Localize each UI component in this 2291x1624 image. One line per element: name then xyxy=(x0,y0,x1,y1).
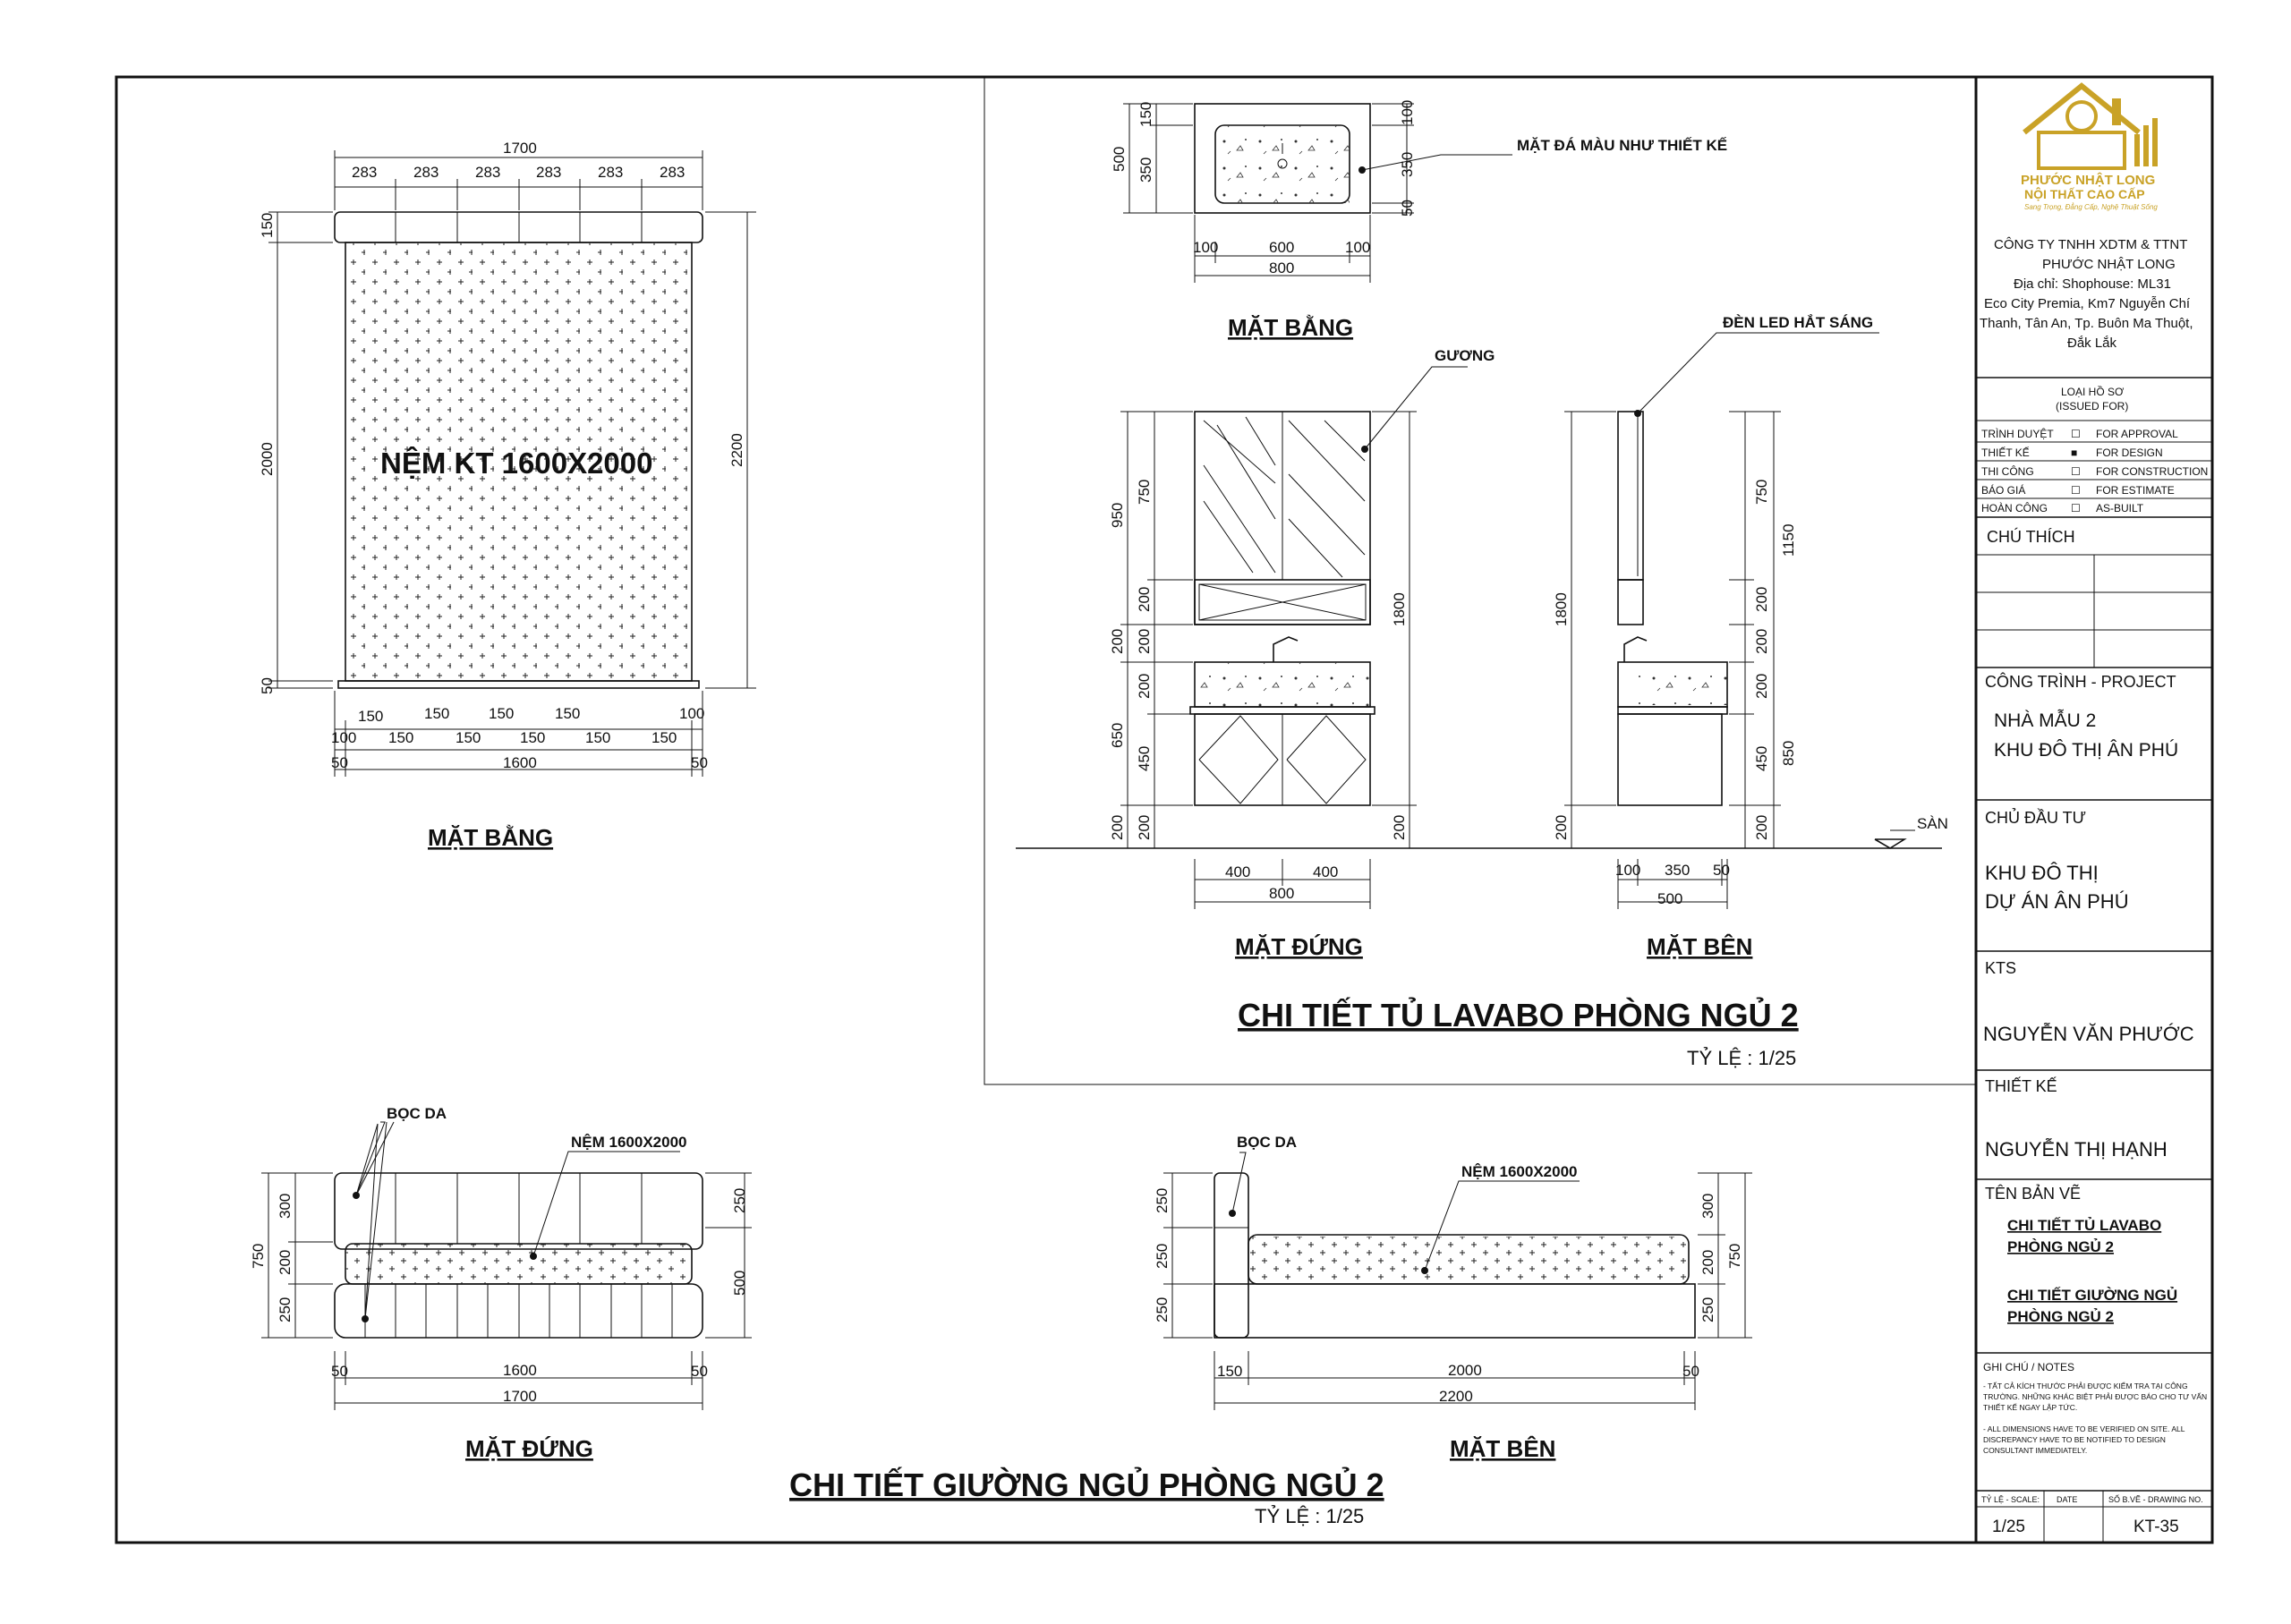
bed-front-dim: 250 xyxy=(731,1187,748,1213)
lavabo-front-dim: 400 xyxy=(1313,863,1339,880)
floor-label: SÀN xyxy=(1917,815,1948,832)
lavabo-side-dim: 200 xyxy=(1753,673,1770,699)
issued-title: LOẠI HỒ SƠ xyxy=(2061,386,2125,398)
lavabo-side-title: MẶT BÊN xyxy=(1647,933,1753,960)
bed-side-dim: 2000 xyxy=(1448,1362,1482,1379)
bed-side xyxy=(1154,1134,1752,1462)
lavabo-front-dim: 200 xyxy=(1391,814,1408,840)
lavabo-plan-dim: 600 xyxy=(1269,239,1295,256)
bed-plan-total-width: 1700 xyxy=(503,140,537,157)
mirror-label: GƯƠNG xyxy=(1435,347,1495,364)
bed-plan-seg: 283 xyxy=(598,164,624,181)
general-note-line: - TẤT CẢ KÍCH THƯỚC PHẢI ĐƯỢC KIỂM TRA TẠI CÔNG xyxy=(1983,1382,2188,1390)
address-line: Đắk Lắk xyxy=(2067,336,2117,351)
lavabo-front-dim: 400 xyxy=(1225,863,1251,880)
lavabo-front xyxy=(1016,347,1948,960)
bed-plan-bot: 100 xyxy=(679,705,705,722)
lavabo-plan xyxy=(1111,100,1727,341)
drawing-name-line: CHI TIẾT TỦ LAVABO xyxy=(2007,1217,2162,1234)
bed-side-dim: 200 xyxy=(1699,1249,1716,1275)
lavabo-front-dim: 650 xyxy=(1109,722,1126,748)
bed-front-title: MẶT ĐỨNG xyxy=(465,1435,593,1462)
bed-plan-seg: 283 xyxy=(660,164,686,181)
lavabo-scale: TỶ LỆ : 1/25 xyxy=(1687,1047,1797,1069)
drawing-no-value: KT-35 xyxy=(2133,1518,2179,1536)
svg-text:THIẾT KẾ: THIẾT KẾ xyxy=(1981,446,2030,459)
general-note-line: CONSULTANT IMMEDIATELY. xyxy=(1983,1446,2088,1455)
lavabo-front-dim: 950 xyxy=(1109,502,1126,528)
bed-side-dim: 50 xyxy=(1682,1363,1699,1380)
bed-front-dim: 1700 xyxy=(503,1388,537,1405)
bed-side-mattress-label: NỆM 1600X2000 xyxy=(1461,1163,1578,1180)
project-line: NHÀ MẪU 2 xyxy=(1994,710,2097,731)
bed-front-dim: 1600 xyxy=(503,1362,537,1379)
led-label: ĐÈN LED HẮT SÁNG xyxy=(1723,314,1874,331)
scale-label: TỶ LỆ - SCALE: xyxy=(1981,1495,2040,1504)
address-line: Thanh, Tân An, Tp. Buôn Ma Thuột, xyxy=(1980,316,2193,331)
general-notes-label: GHI CHÚ / NOTES xyxy=(1983,1361,2075,1373)
lavabo-plan-dim: 150 xyxy=(1137,101,1154,127)
issued-row xyxy=(1981,501,2144,514)
lavabo-front-dim: 200 xyxy=(1136,628,1153,654)
issued-row xyxy=(1981,483,2175,497)
lavabo-side-dim: 850 xyxy=(1780,740,1797,766)
lavabo-plan-title: MẶT BẰNG xyxy=(1228,314,1354,341)
drawing-name-label: TÊN BẢN VẼ xyxy=(1985,1185,2082,1203)
lavabo-side-dim: 200 xyxy=(1753,628,1770,654)
bed-front-dim: 50 xyxy=(331,1363,348,1380)
bed-side-dim: 250 xyxy=(1154,1243,1171,1269)
scale-value: 1/25 xyxy=(1992,1518,2025,1536)
drawing-name-line: PHÒNG NGỦ 2 xyxy=(2007,1308,2115,1325)
bed-plan-bot: 150 xyxy=(424,705,450,722)
bed-front-dim: 500 xyxy=(731,1270,748,1296)
company-logo xyxy=(2021,86,2158,211)
bed-scale: TỶ LỆ : 1/25 xyxy=(1255,1505,1365,1527)
bed-plan-bot: 150 xyxy=(489,705,515,722)
svg-text:BÁO GIÁ: BÁO GIÁ xyxy=(1981,484,2026,497)
bed-front-dim: 300 xyxy=(277,1193,294,1219)
lavabo-side-dim: 50 xyxy=(1713,862,1730,879)
general-note-line: DISCREPANCY HAVE TO BE NOTIFIED TO DESIGN xyxy=(1983,1435,2166,1444)
svg-text:THI CÔNG: THI CÔNG xyxy=(1981,465,2034,478)
bed-front-leather-label: BỌC DA xyxy=(387,1105,447,1122)
lavabo-plan-dim: 100 xyxy=(1193,239,1219,256)
general-note-line: THIẾT KẾ NGAY LẬP TỨC. xyxy=(1983,1403,2078,1412)
owner-label: CHỦ ĐẦU TƯ xyxy=(1985,809,2087,827)
bed-plan-dim-50: 50 xyxy=(259,677,276,694)
lavabo-side-dim: 450 xyxy=(1753,745,1770,771)
owner-line: KHU ĐÔ THỊ xyxy=(1985,862,2099,884)
issued-subtitle: (ISSUED FOR) xyxy=(2056,400,2129,412)
notes-label: CHÚ THÍCH xyxy=(1987,528,2075,546)
lavabo-front-dim: 200 xyxy=(1136,673,1153,699)
svg-text:FOR DESIGN: FOR DESIGN xyxy=(2096,446,2163,459)
lavabo-front-dim: 200 xyxy=(1109,628,1126,654)
company-line: PHƯỚC NHẬT LONG xyxy=(2042,257,2176,272)
bed-plan-dim-2200: 2200 xyxy=(728,433,745,467)
lavabo-front-dim: 200 xyxy=(1136,814,1153,840)
lavabo-front-dim: 800 xyxy=(1269,885,1295,902)
bed-front-mattress-label: NỆM 1600X2000 xyxy=(571,1134,687,1151)
lavabo-side-dim: 500 xyxy=(1657,890,1683,907)
bed-plan-bot: 150 xyxy=(388,729,414,746)
lavabo-side-dim: 100 xyxy=(1615,862,1641,879)
svg-text:FOR APPROVAL: FOR APPROVAL xyxy=(2096,428,2178,440)
svg-text:FOR ESTIMATE: FOR ESTIMATE xyxy=(2096,484,2175,497)
bed-front-dim: 250 xyxy=(277,1297,294,1322)
svg-text:☐: ☐ xyxy=(2071,484,2081,497)
designer-name: NGUYỄN THỊ HẠNH xyxy=(1985,1138,2168,1161)
designer-label: THIẾT KẾ xyxy=(1985,1077,2057,1095)
lavabo-front-title: MẶT ĐỨNG xyxy=(1235,933,1363,960)
architect-name: NGUYỄN VĂN PHƯỚC xyxy=(1983,1023,2194,1045)
lavabo-side-dim: 350 xyxy=(1665,862,1691,879)
bed-plan-bot: 150 xyxy=(585,729,611,746)
bed-front-dim: 750 xyxy=(250,1243,267,1269)
bed-side-dim: 250 xyxy=(1154,1297,1171,1322)
bed-plan-bot: 150 xyxy=(358,708,384,725)
project-label: CÔNG TRÌNH - PROJECT xyxy=(1985,673,2176,691)
bed-plan-mattress-label: NỆM KT 1600X2000 xyxy=(380,446,653,480)
bed-front-dim: 200 xyxy=(277,1249,294,1275)
lavabo-plan-dim: 800 xyxy=(1269,259,1295,276)
lavabo-side-dim: 1150 xyxy=(1780,523,1797,557)
lavabo-frame xyxy=(984,77,1976,1084)
bed-front-dim: 50 xyxy=(691,1363,708,1380)
architect-label: KTS xyxy=(1985,959,2017,977)
lavabo-front-dim: 1800 xyxy=(1391,592,1408,626)
bed-plan-seg: 283 xyxy=(352,164,378,181)
bed-plan-bot: 150 xyxy=(652,729,677,746)
bed-plan-bot: 100 xyxy=(331,729,357,746)
drawing-no-label: SỐ B.VẼ - DRAWING NO. xyxy=(2108,1495,2203,1504)
lavabo-front-dim: 200 xyxy=(1136,586,1153,612)
svg-text:☐: ☐ xyxy=(2071,465,2081,478)
stone-top-label: MẶT ĐÁ MÀU NHƯ THIẾT KẾ xyxy=(1517,137,1728,154)
general-note-line: TRƯỜNG. NHỮNG KHÁC BIỆT PHẢI ĐƯỢC BÁO CHO TƯ VẤN xyxy=(1983,1392,2208,1401)
lavabo-plan-dim: 500 xyxy=(1111,146,1128,172)
lavabo-front-dim: 450 xyxy=(1136,745,1153,771)
bed-plan-bot: 150 xyxy=(520,729,546,746)
bed-plan-bot: 50 xyxy=(691,754,708,771)
bed-side-leather-label: BỌC DA xyxy=(1237,1134,1298,1151)
bed-plan-seg: 283 xyxy=(475,164,501,181)
svg-text:■: ■ xyxy=(2071,446,2078,459)
lavabo-plan-dim: 100 xyxy=(1399,99,1416,125)
bed-plan-seg: 283 xyxy=(536,164,562,181)
lavabo-side xyxy=(1553,314,1879,960)
bed-side-title: MẶT BÊN xyxy=(1450,1435,1556,1462)
drawing-name-line: CHI TIẾT GIƯỜNG NGỦ xyxy=(2007,1287,2178,1304)
issued-row xyxy=(1981,427,2178,440)
bed-plan-dim-2000: 2000 xyxy=(259,442,276,476)
svg-text:☐: ☐ xyxy=(2071,502,2081,514)
lavabo-plan-dim: 50 xyxy=(1399,200,1416,217)
logo-tagline: NỘI THẤT CAO CẤP xyxy=(2024,187,2145,201)
issued-row xyxy=(1981,464,2208,478)
svg-text:FOR CONSTRUCTION: FOR CONSTRUCTION xyxy=(2096,465,2209,478)
lavabo-side-dim: 200 xyxy=(1553,814,1570,840)
bed-plan-bot: 50 xyxy=(331,754,348,771)
bed-plan-bot: 150 xyxy=(456,729,481,746)
address-line: Địa chỉ: Shophouse: ML31 xyxy=(2014,276,2171,292)
general-note-line: - ALL DIMENSIONS HAVE TO BE VERIFIED ON SITE. ALL xyxy=(1983,1424,2185,1433)
lavabo-side-dim: 750 xyxy=(1753,479,1770,505)
bed-big-title: CHI TIẾT GIƯỜNG NGỦ PHÒNG NGỦ 2 xyxy=(789,1467,1384,1503)
logo-name: PHƯỚC NHẬT LONG xyxy=(2021,173,2156,188)
lavabo-plan-dim: 350 xyxy=(1399,151,1416,177)
bed-side-dim: 750 xyxy=(1726,1243,1743,1269)
bed-side-dim: 250 xyxy=(1699,1297,1716,1322)
owner-line: DỰ ÁN ÂN PHÚ xyxy=(1985,890,2129,913)
lavabo-big-title: CHI TIẾT TỦ LAVABO PHÒNG NGỦ 2 xyxy=(1238,997,1799,1033)
lavabo-side-dim: 200 xyxy=(1753,814,1770,840)
company-line: CÔNG TY TNHH XDTM & TTNT xyxy=(1994,237,2188,252)
bed-plan-bot: 150 xyxy=(555,705,581,722)
project-line: KHU ĐÔ THỊ ÂN PHÚ xyxy=(1994,740,2179,761)
lavabo-side-dim: 200 xyxy=(1753,586,1770,612)
logo-slogan: Sang Trọng, Đẳng Cấp, Nghệ Thuật Sống xyxy=(2024,203,2158,211)
bed-side-dim: 2200 xyxy=(1439,1388,1473,1405)
bed-plan-seg: 283 xyxy=(413,164,439,181)
bed-side-dim: 300 xyxy=(1699,1193,1716,1219)
lavabo-side-dim: 1800 xyxy=(1553,592,1570,626)
svg-text:AS-BUILT: AS-BUILT xyxy=(2096,502,2144,514)
bed-plan-dim-150: 150 xyxy=(259,212,276,238)
bed-side-dim: 250 xyxy=(1154,1187,1171,1213)
bed-plan xyxy=(259,140,756,851)
lavabo-front-dim: 200 xyxy=(1109,814,1126,840)
svg-text:☐: ☐ xyxy=(2071,428,2081,440)
lavabo-front-dim: 750 xyxy=(1136,479,1153,505)
lavabo-plan-dim: 100 xyxy=(1345,239,1371,256)
bed-front xyxy=(250,1105,752,1462)
issued-row xyxy=(1981,446,2163,459)
svg-text:HOÀN CÔNG: HOÀN CÔNG xyxy=(1981,502,2048,514)
svg-text:TRÌNH DUYỆT: TRÌNH DUYỆT xyxy=(1981,428,2054,440)
date-label: DATE xyxy=(2057,1495,2078,1504)
bed-plan-bot: 1600 xyxy=(503,754,537,771)
bed-side-dim: 150 xyxy=(1217,1363,1243,1380)
lavabo-plan-dim: 350 xyxy=(1137,157,1154,183)
address-line: Eco City Premia, Km7 Nguyễn Chí xyxy=(1984,296,2191,311)
bed-plan-title: MẶT BẰNG xyxy=(428,824,554,851)
title-block xyxy=(1976,86,2212,1543)
drawing-name-line: PHÒNG NGỦ 2 xyxy=(2007,1238,2115,1255)
